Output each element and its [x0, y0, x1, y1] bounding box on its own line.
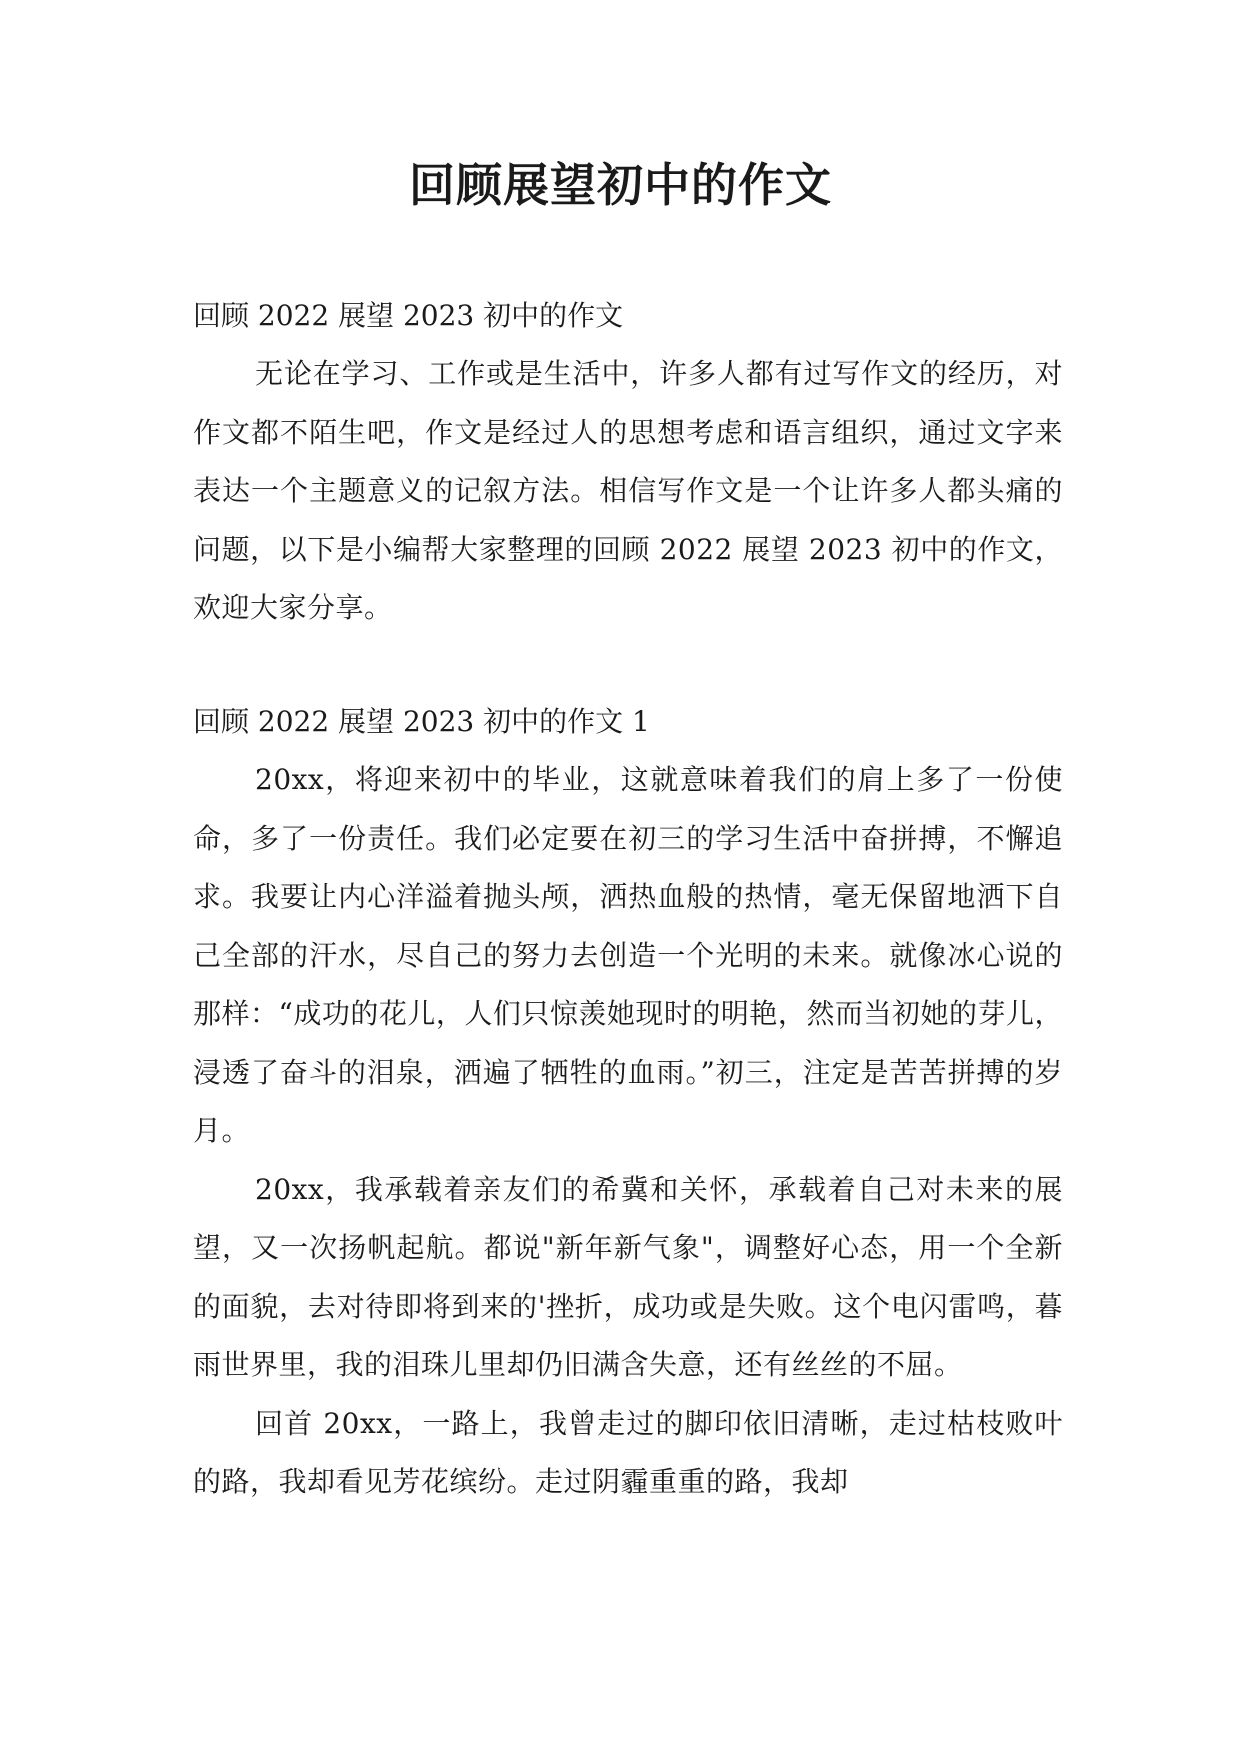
article-heading: 回顾 2022 展望 2023 初中的作文 1	[193, 705, 650, 738]
article-paragraph: 20xx，我承载着亲友们的希冀和关怀，承载着自己对未来的展望，又一次扬帆起航。都说"新年新气象"，调整好心态，用一个全新的面貌，去对待即将到来的'挫折，成功或是失败。这个电闪雷鸣，暮雨世界里，我的泪珠儿里却仍旧满含失意，还有丝丝的不屈。	[193, 1172, 1063, 1381]
article-paragraph: 回首 20xx，一路上，我曾走过的脚印依旧清晰，走过枯枝败叶的路，我却看见芳花缤纷。走过阴霾重重的路，我却	[193, 1406, 1063, 1498]
article-paragraph: 20xx，将迎来初中的毕业，这就意味着我们的肩上多了一份使命，多了一份责任。我们必定要在初三的学习生活中奋拼搏，不懈追求。我要让内心洋溢着抛头颅，洒热血般的热情，毫无保留地洒下自己全部的汗水，尽自己的努力去创造一个光明的未来。就像冰心说的那样：“成功的花儿，人们只惊羡她现时的明艳，然而当初她的芽儿，浸透了奋斗的泪泉，洒遍了牺牲的血雨。”初三，注定是苦苦拼搏的岁月。	[193, 763, 1063, 1147]
document-title: 回顾展望初中的作文	[409, 158, 832, 212]
intro-heading: 回顾 2022 展望 2023 初中的作文	[193, 299, 624, 332]
intro-paragraph: 无论在学习、工作或是生活中，许多人都有过写作文的经历，对作文都不陌生吧，作文是经过人的思想考虑和语言组织，通过文字来表达一个主题意义的记叙方法。相信写作文是一个让许多人都头痛的问题，以下是小编帮大家整理的回顾 2022 展望 2023 初中的作文，欢迎大家分享。	[193, 357, 1063, 624]
intro-section	[193, 287, 1063, 638]
article-section	[193, 693, 1063, 1512]
